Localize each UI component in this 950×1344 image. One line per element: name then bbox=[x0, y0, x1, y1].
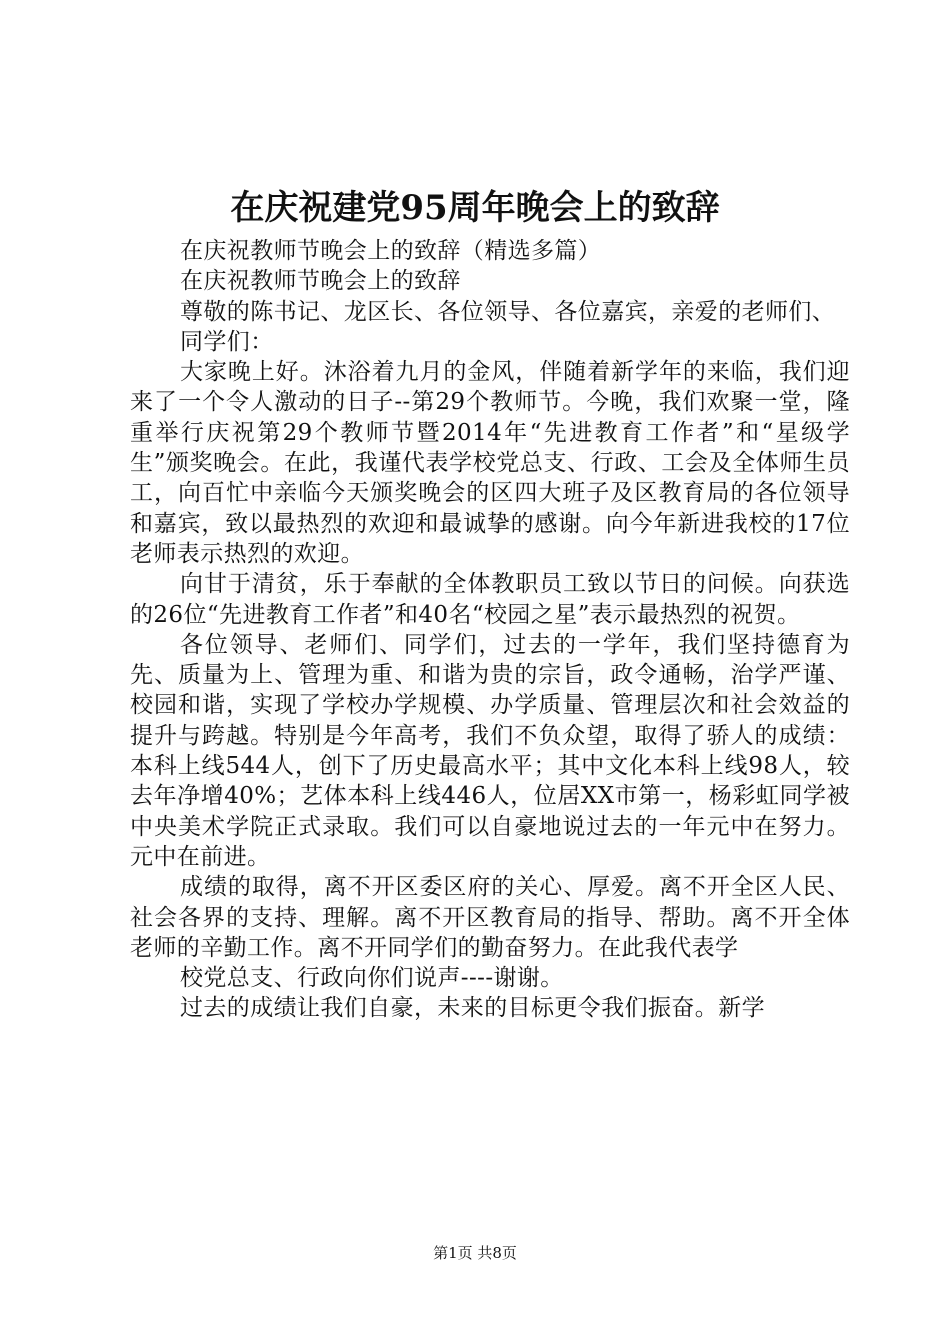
paragraph-heading: 在庆祝教师节晚会上的致辞 bbox=[180, 268, 461, 295]
paragraph-achievements: 各位领导、老师们、同学们，过去的一学年，我们坚持德育为先、质量为上、管理为重、和谐为贵的宗旨，政令通畅，治学严谨、校园和谐，实现了学校办学规模、办学质量、管理层次和社会效益的提升与跨越。特别是今年高考，我们不负众望，取得了骄人的成绩：本科上线544人，创下了历史最高水平；其中文化本科上线98人，较去年净增40%；艺体本科上线446人，位居XX市第一，杨彩虹同学被中央美术学院正式录取。我们可以自豪地说过去的一年元中在努力。元中在前进。 bbox=[130, 631, 850, 870]
paragraph-salutation-cont: 同学们： bbox=[180, 328, 274, 355]
page-footer: 第1页 共8页 bbox=[433, 1244, 517, 1262]
paragraph-subtitle: 在庆祝教师节晚会上的致辞（精选多篇） bbox=[180, 238, 602, 264]
paragraph-thanks-cont: 校党总支、行政向你们说声----谢谢。 bbox=[180, 965, 564, 992]
paragraph-greeting: 大家晚上好。沐浴着九月的金风，伴随着新学年的来临，我们迎来了一个令人激动的日子--第29个教师节。今晚，我们欢聚一堂，隆重举行庆祝第29个教师节暨2014年“先进教育工作者”和“星级学生”颁奖晚会。在此，我谨代表学校党总支、行政、工会及全体师生员工，向百忙中亲临今天颁奖晚会的区四大班子及区教育局的各位领导和嘉宾，致以最热烈的欢迎和最诚挚的感谢。向今年新进我校的17位老师表示热烈的欢迎。 bbox=[130, 359, 850, 567]
paragraph-greetings-staff: 向甘于清贫，乐于奉献的全体教职员工致以节日的问候。向获选的26位“先进教育工作者”和40名“校园之星”表示最热烈的祝贺。 bbox=[130, 571, 850, 628]
document-body bbox=[130, 236, 850, 1024]
document-title: 在庆祝建党95周年晚会上的致辞 bbox=[230, 188, 720, 228]
paragraph-thanks: 成绩的取得，离不开区委区府的关心、厚爱。离不开全区人民、社会各界的支持、理解。离不开区教育局的指导、帮助。离不开全体老师的辛勤工作。离不开同学们的勤奋努力。在此我代表学 bbox=[130, 874, 850, 961]
paragraph-salutation: 尊敬的陈书记、龙区长、各位领导、各位嘉宾，亲爱的老师们、 bbox=[180, 298, 836, 325]
paragraph-future: 过去的成绩让我们自豪，未来的目标更令我们振奋。新学 bbox=[180, 995, 765, 1022]
